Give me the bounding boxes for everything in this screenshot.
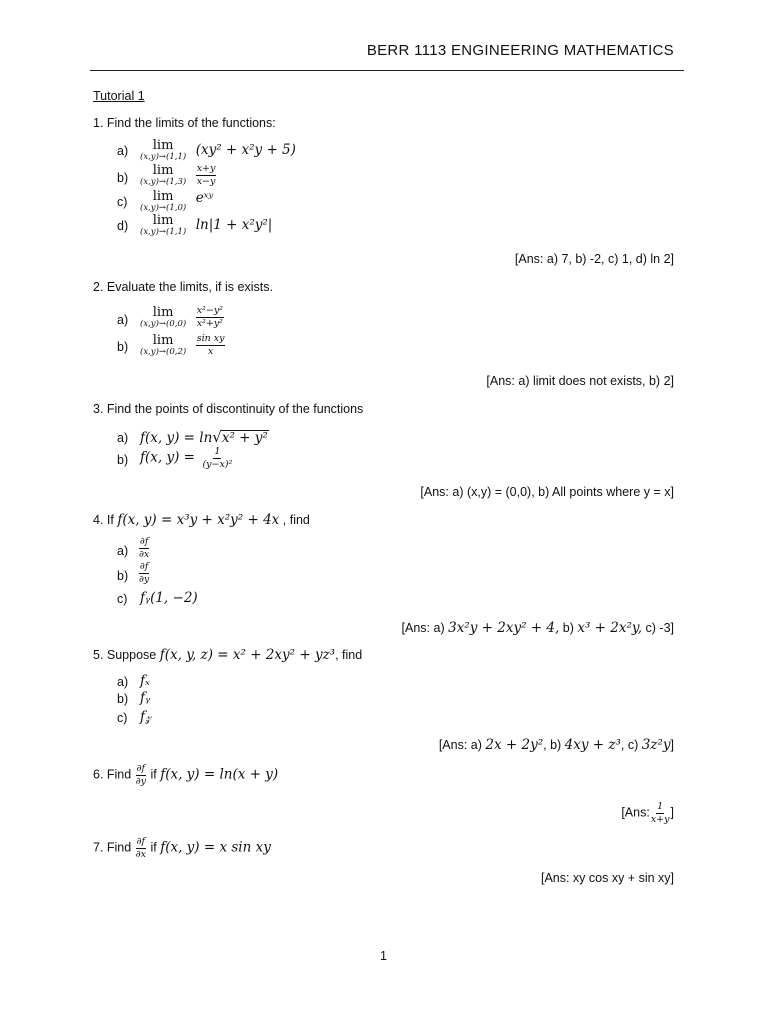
question-5-answer: [Ans: a) 2x + 2y², b) 4xy + z³, c) 3z²y] [438,737,674,753]
q4-c-label: c) [117,592,128,606]
q1-c-label: c) [117,195,128,209]
question-4-text: 4. If f(x, y) = x³y + x²y² + 4x , find [93,512,310,528]
q3-a-label: a) [117,431,129,445]
q5-c-label: c) [117,711,128,725]
question-3-text: 3. Find the points of discontinuity of the functions [93,402,364,416]
q4-c-expression: fᵧ(1, −2) [140,590,198,606]
question-4-answer: [Ans: a) 3x²y + 2xy² + 4, b) x³ + 2x²y, c) -3] [401,620,674,636]
question-2-answer: [Ans: a) limit does not exists, b) 2] [486,374,674,388]
q5-a-label: a) [117,675,129,689]
q1-a-label: a) [117,144,129,158]
q5-b-label: b) [117,692,129,706]
q2-b-label: b) [117,340,129,354]
q1-c-expression: lim (x,y)→(1,0) eˣʸ [140,189,214,213]
page-header [90,42,684,71]
page-number: 1 [380,949,387,963]
q3-a-expression: f(x, y) = ln√x² + y² [140,428,268,446]
question-1-answer: [Ans: a) 7, b) -2, c) 1, d) ln 2] [514,252,674,266]
question-3-answer: [Ans: a) (x,y) = (0,0), b) All points where y = x] [420,485,674,499]
q4-b-expression: $\frac{\partial f}{\partial y}$ [139,561,150,585]
question-7-text: 7. Find $\frac{\partial f}{\partial x}$ if f(x, y) = x sin xy [93,836,271,860]
q1-b-expression: lim (x,y)→(1,3) $\frac{x+y}{x-y}$ [140,163,216,187]
question-2-text: 2. Evaluate the limits, if is exists. [93,280,273,294]
q1-b-label: b) [117,171,129,185]
q5-c-expression: f𝓏 [140,709,152,725]
q4-a-label: a) [117,544,129,558]
q4-b-label: b) [117,569,129,583]
course-title: BERR 1113 ENGINEERING MATHEMATICS [366,42,674,59]
q1-d-expression: lim (x,y)→(1,1) ln|1 + x²y²| [140,213,273,237]
q1-a-expression: lim (x,y)→(1,1) (xy² + x²y + 5) [140,138,296,162]
q3-b-expression: f(x, y) = $\frac{1}{\text{(y−x)²}}$ [140,446,233,470]
q4-a-expression: $\frac{\partial f}{\partial x}$ [139,536,150,560]
question-5-text: 5. Suppose f(x, y, z) = x² + 2xy² + yz³, find [93,647,363,663]
question-7-answer: [Ans: xy cos xy + sin xy] [540,871,674,885]
tutorial-heading: Tutorial 1 [93,89,145,103]
q2-a-label: a) [117,313,129,327]
q5-a-expression: fₓ [140,673,150,689]
q5-b-expression: fᵧ [140,690,151,706]
question-1-text: 1. Find the limits of the functions: [93,116,276,130]
question-6-answer: [Ans: $\frac{1}{x+y}$ ] [621,801,674,825]
q2-b-expression: lim (x,y)→(0,2) $\frac{\text{sin xy}}{x}$ [140,333,225,357]
q2-a-expression: lim (x,y)→(0,0) $\frac{\text{x²−y²}}{\text{x²+y²}}$ [140,305,223,329]
q3-b-label: b) [117,453,129,467]
question-6-text: 6. Find $\frac{\partial f}{\partial y}$ if f(x, y) = ln(x + y) [93,763,279,787]
q1-d-label: d) [117,219,129,233]
